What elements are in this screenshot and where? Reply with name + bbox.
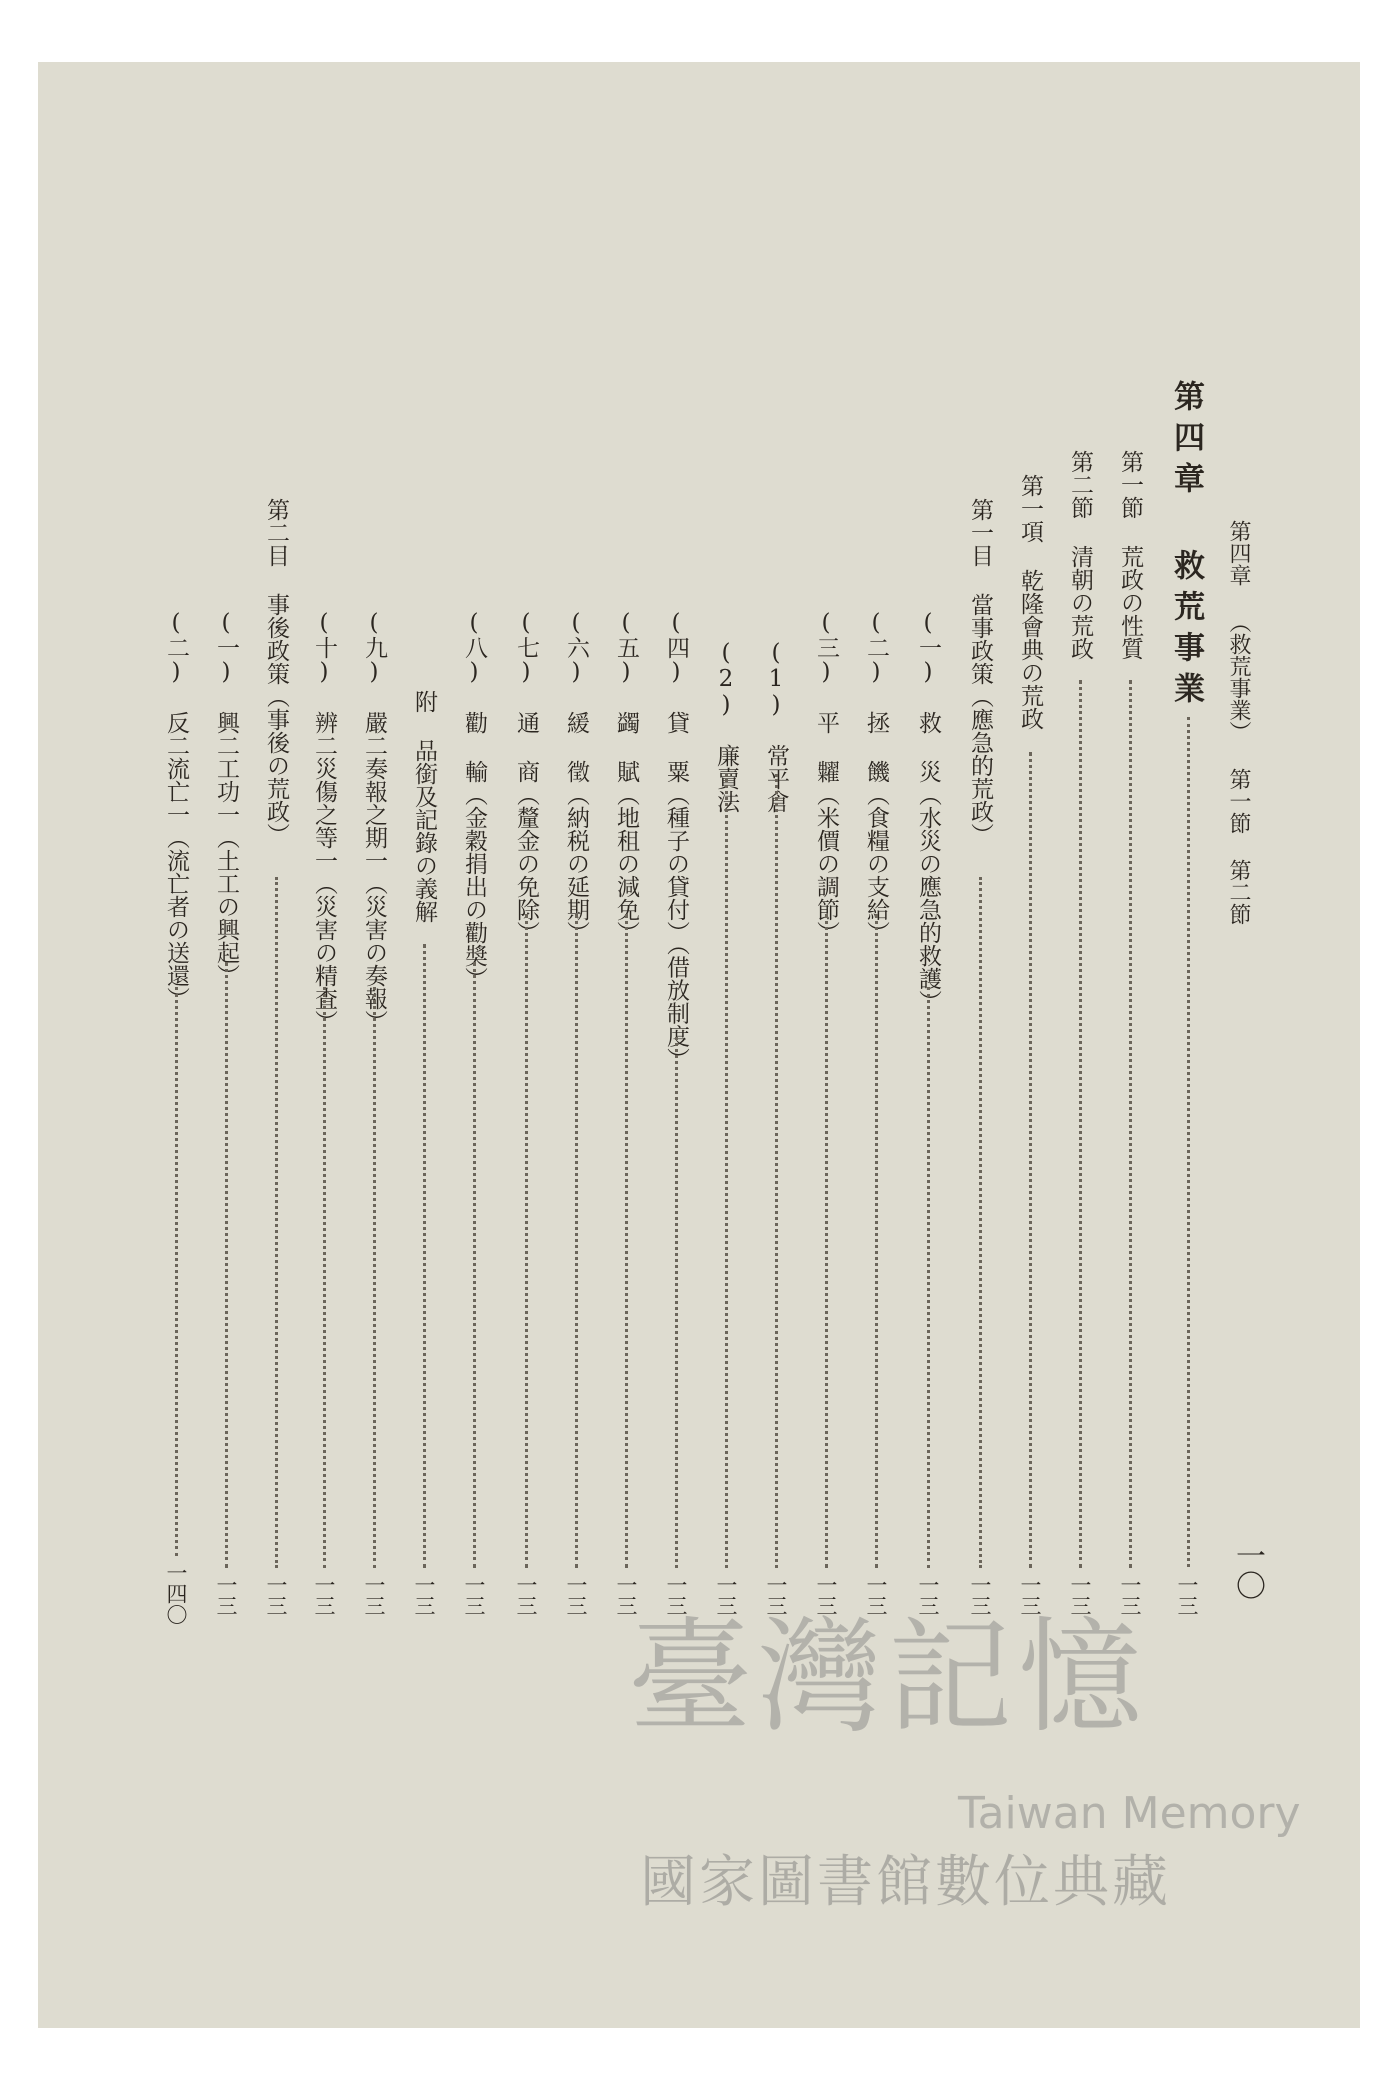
page-number: 一三 [462, 1574, 486, 1616]
leader-dots [275, 877, 278, 1568]
toc-entry: (一) 救 災（水災の應急的救護） [915, 610, 941, 1013]
leader-dots [225, 962, 228, 1568]
leader-dots [1079, 680, 1082, 1568]
toc-entry: (1) 常平倉 [763, 640, 789, 813]
toc-entry: (四) 貸 粟（種子の貸付）（借放制度） [663, 610, 689, 1071]
toc-entry: 第一目 當事政策（應急的荒政） [967, 498, 993, 846]
page-number: 一三 [1118, 1574, 1142, 1616]
page-number: 一三 [412, 1574, 436, 1616]
running-head: 第四章 （救荒事業） 第一節 第二節 [1226, 520, 1251, 925]
toc-entry: 第一節 荒政の性質 [1117, 450, 1143, 660]
leader-dots [1187, 717, 1190, 1567]
leader-dots [725, 774, 728, 1568]
toc-entry: (二) 反二流亡一（流亡者の送還） [163, 610, 189, 1010]
leader-dots [373, 987, 376, 1568]
toc-entry: 第二節 清朝の荒政 [1067, 450, 1093, 660]
page-number: 一三 [514, 1574, 538, 1616]
toc-entry: (二) 拯 饑（食糧の支給） [863, 610, 889, 944]
leader-dots [525, 914, 528, 1568]
page-number: 一三 [264, 1574, 288, 1616]
leader-dots [625, 914, 628, 1568]
page-number: 一三 [764, 1574, 788, 1616]
toc-entry: (九) 嚴二奏報之期一（災害の奏報） [361, 610, 387, 1033]
page-number: 一三 [916, 1574, 940, 1616]
toc-entry: 附 品銜及記錄の義解 [411, 690, 437, 923]
page-number: 一三 [1175, 1574, 1199, 1616]
toc-entry: (2) 廉賣法 [713, 640, 739, 813]
page-number: 一三 [1018, 1574, 1042, 1616]
page-number: 一三 [214, 1574, 238, 1616]
leader-dots [775, 774, 778, 1568]
toc-entry: (一) 興二工功一（土工の興起） [213, 610, 239, 987]
page-number: 一三 [968, 1574, 992, 1616]
page-number: 一三 [362, 1574, 386, 1616]
chapter-heading: 第四章 救荒事業 [1168, 380, 1204, 713]
page-folio: 一〇 [1230, 1540, 1265, 1600]
watermark-logo: 臺灣記憶 [628, 1606, 1149, 1750]
toc-entry: (五) 蠲 賦（地租の減免） [613, 610, 639, 944]
page-number: 一四〇 [164, 1562, 188, 1625]
page-number: 一三 [564, 1574, 588, 1616]
leader-dots [323, 987, 326, 1568]
page-number: 一三 [714, 1574, 738, 1616]
leader-dots [1029, 752, 1032, 1568]
leader-dots [175, 987, 178, 1556]
page-number: 一三 [864, 1574, 888, 1616]
page-number: 一三 [1068, 1574, 1092, 1616]
page-number: 一三 [614, 1574, 638, 1616]
toc-entry: (六) 緩 徵（納税の延期） [563, 610, 589, 944]
watermark-english: Taiwan Memory [958, 1788, 1301, 1839]
toc-entry: (三) 平 糶（米價の調節） [813, 610, 839, 944]
toc-entry: (八) 勸 輸（金穀捐出の勸奬） [461, 610, 487, 990]
toc-entry: (七) 通 商（釐金の免除） [513, 610, 539, 944]
page-number: 一三 [664, 1574, 688, 1616]
page-number: 一三 [814, 1574, 838, 1616]
leader-dots [1129, 680, 1132, 1568]
page-number: 一三 [312, 1574, 336, 1616]
leader-dots [875, 914, 878, 1568]
toc-entry: (十) 辨二災傷之等一（災害の精査） [311, 610, 337, 1033]
leader-dots [675, 1037, 678, 1568]
leader-dots [825, 914, 828, 1568]
leader-dots [927, 987, 930, 1568]
leader-dots [575, 914, 578, 1568]
leader-dots [979, 877, 982, 1568]
leader-dots [473, 962, 476, 1568]
toc-entry: 第二目 事後政策（事後の荒政） [263, 498, 289, 846]
watermark-chinese: 國家圖書館數位典藏 [640, 1850, 1171, 1915]
toc-entry: 第一項 乾隆會典の荒政 [1017, 474, 1043, 730]
leader-dots [423, 944, 426, 1568]
